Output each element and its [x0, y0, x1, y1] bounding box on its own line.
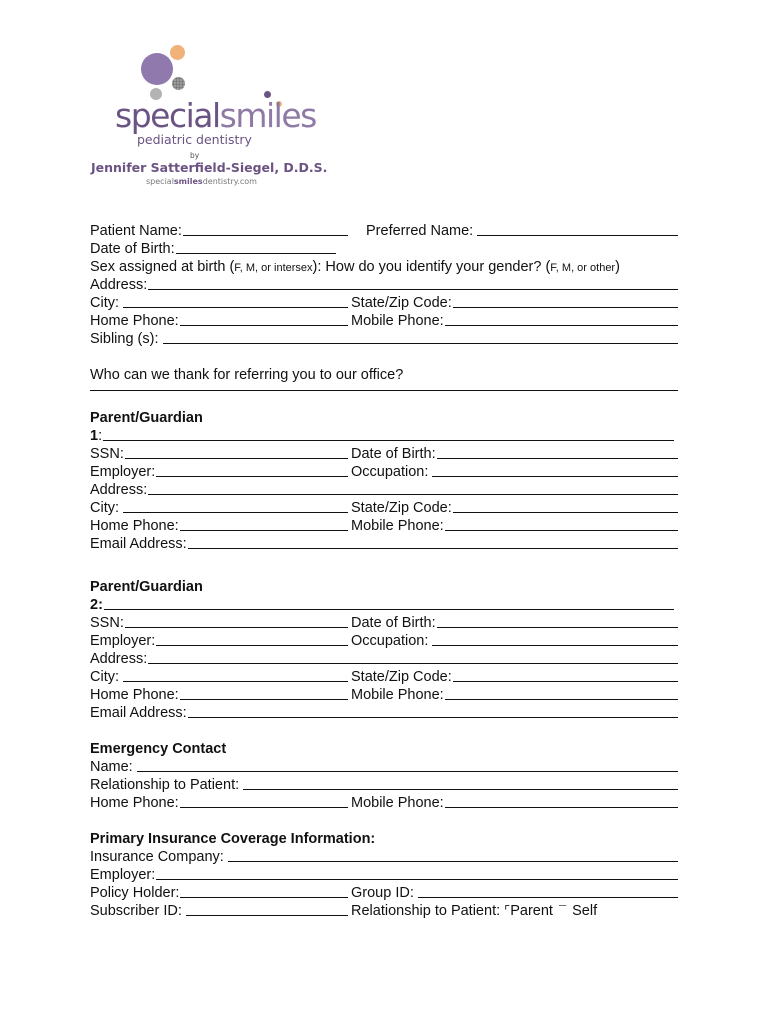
guardian1-address-field[interactable]: [148, 481, 678, 495]
group-id-field[interactable]: [418, 884, 678, 898]
parent-option-label: Parent: [510, 903, 553, 919]
patient-mobile-phone-field[interactable]: [445, 312, 678, 326]
patient-dob-label: Date of Birth:: [90, 241, 175, 257]
logo-dot-speckled: [172, 77, 185, 90]
guardian2-employer-row: [90, 632, 678, 650]
guardian2-address-label: Address:: [90, 651, 148, 667]
guardian2-occupation-field[interactable]: [432, 632, 678, 646]
guardian1-name-row: 1 :: [90, 427, 678, 445]
logo-by: by: [190, 151, 200, 160]
emergency-mobile-phone-label: Mobile Phone:: [351, 795, 444, 811]
subscriber-id-field[interactable]: [186, 902, 348, 916]
patient-mobile-phone-label: Mobile Phone:: [351, 313, 444, 329]
self-checkbox[interactable]: ¯: [558, 903, 567, 918]
guardian2-statezip-field[interactable]: [453, 668, 678, 682]
preferred-name-label: Preferred Name:: [366, 223, 474, 239]
guardian1-home-phone-field[interactable]: [180, 517, 348, 531]
guardian1-email-field[interactable]: [188, 535, 678, 549]
self-option-label: Self: [572, 903, 598, 919]
sibling-field[interactable]: [163, 330, 679, 344]
guardian2-phone-row: [90, 686, 678, 704]
guardian2-home-phone-field[interactable]: [180, 686, 348, 700]
guardian2-city-row: [90, 668, 678, 686]
guardian1-occupation-label: Occupation:: [351, 464, 429, 480]
guardian2-city-label: City:: [90, 669, 119, 685]
patient-city-row: [90, 294, 678, 312]
insurance-company-field[interactable]: [228, 848, 678, 862]
referral-field[interactable]: [90, 384, 678, 391]
guardian1-statezip-field[interactable]: [453, 499, 678, 513]
guardian2-heading: Parent/Guardian: [90, 579, 203, 595]
guardian2-address-field[interactable]: [148, 650, 678, 664]
patient-city-label: City:: [90, 295, 119, 311]
guardian2-city-field[interactable]: [123, 668, 348, 682]
patient-statezip-label: State/Zip Code:: [351, 295, 452, 311]
guardian2-employer-field[interactable]: [156, 632, 348, 646]
guardian1-email-label: Email Address:: [90, 536, 187, 552]
guardian2-ssn-label: SSN:: [90, 615, 124, 631]
logo-dot-orange: [170, 45, 185, 60]
logo-wordmark: specialsmiles: [115, 96, 316, 135]
sibling-label: Sibling (s):: [90, 331, 159, 347]
guardian2-address-row: [90, 650, 678, 668]
emergency-phone-row: [90, 794, 678, 812]
guardian2-ssn-row: [90, 614, 678, 632]
patient-dob-row: [90, 240, 678, 258]
insurance-employer-row: [90, 866, 678, 884]
guardian1-heading: Parent/Guardian: [90, 410, 203, 426]
guardian1-city-label: City:: [90, 500, 119, 516]
policy-holder-field[interactable]: [180, 884, 348, 898]
emergency-relationship-row: [90, 776, 678, 794]
logo-dot-large-purple: [141, 53, 173, 85]
registration-form: [90, 222, 678, 920]
emergency-heading: Emergency Contact: [90, 741, 227, 757]
patient-address-label: Address:: [90, 277, 148, 293]
insurance-policy-row: [90, 884, 678, 902]
guardian1-ssn-field[interactable]: [125, 445, 348, 459]
guardian2-employer-label: Employer:: [90, 633, 156, 649]
patient-sibling-row: [90, 330, 678, 348]
patient-name-row: [90, 222, 678, 240]
guardian1-email-row: [90, 535, 678, 553]
guardian1-address-row: [90, 481, 678, 499]
logo-url: specialsmilesdentistry.com: [146, 177, 257, 186]
sex-assigned-label: Sex assigned at birth (F, M, or intersex):: [90, 259, 322, 275]
parent-checkbox[interactable]: ⌜: [504, 903, 511, 918]
guardian1-address-label: Address:: [90, 482, 148, 498]
subscriber-id-label: Subscriber ID:: [90, 903, 182, 919]
guardian1-employer-label: Employer:: [90, 464, 156, 480]
guardian1-city-row: [90, 499, 678, 517]
guardian1-name-field[interactable]: [103, 427, 674, 441]
guardian2-name-field[interactable]: [104, 596, 674, 610]
guardian1-employer-field[interactable]: [156, 463, 348, 477]
patient-phone-row: [90, 312, 678, 330]
insurance-subscriber-row: [90, 902, 678, 920]
patient-home-phone-label: Home Phone:: [90, 313, 179, 329]
guardian1-employer-row: [90, 463, 678, 481]
emergency-home-phone-field[interactable]: [180, 794, 348, 808]
insurance-relationship-label: Relationship to Patient:: [351, 903, 501, 919]
patient-name-label: Patient Name:: [90, 223, 182, 239]
guardian2-statezip-label: State/Zip Code:: [351, 669, 452, 685]
guardian2-email-label: Email Address:: [90, 705, 187, 721]
patient-dob-field[interactable]: [176, 240, 336, 254]
guardian2-occupation-label: Occupation:: [351, 633, 429, 649]
referral-question: Who can we thank for referring you to our office?: [90, 367, 404, 383]
emergency-home-phone-label: Home Phone:: [90, 795, 179, 811]
guardian2-mobile-phone-label: Mobile Phone:: [351, 687, 444, 703]
guardian2-dob-field[interactable]: [437, 614, 678, 628]
guardian2-dob-label: Date of Birth:: [351, 615, 436, 631]
guardian2-home-phone-label: Home Phone:: [90, 687, 179, 703]
patient-sex-gender-row: [90, 258, 678, 276]
guardian2-number: 2:: [90, 597, 103, 613]
guardian1-occupation-field[interactable]: [432, 463, 678, 477]
guardian2-email-field[interactable]: [188, 704, 678, 718]
insurance-company-label: Insurance Company:: [90, 849, 224, 865]
guardian1-ssn-row: [90, 445, 678, 463]
guardian1-ssn-label: SSN:: [90, 446, 124, 462]
guardian2-name-row: [90, 596, 678, 614]
patient-statezip-field[interactable]: [453, 294, 678, 308]
emergency-name-label: Name:: [90, 759, 133, 775]
patient-home-phone-field[interactable]: [180, 312, 348, 326]
guardian2-email-row: [90, 704, 678, 722]
guardian1-mobile-phone-field[interactable]: [445, 517, 678, 531]
guardian1-mobile-phone-label: Mobile Phone:: [351, 518, 444, 534]
patient-address-field[interactable]: [148, 276, 678, 290]
emergency-name-row: [90, 758, 678, 776]
group-id-label: Group ID:: [351, 885, 414, 901]
guardian2-mobile-phone-field[interactable]: [445, 686, 678, 700]
guardian1-home-phone-label: Home Phone:: [90, 518, 179, 534]
logo-doctor-name: Jennifer Satterfield-Siegel, D.D.S.: [91, 160, 328, 175]
emergency-name-field[interactable]: [137, 758, 678, 772]
guardian1-dob-label: Date of Birth:: [351, 446, 436, 462]
guardian1-city-field[interactable]: [123, 499, 348, 513]
emergency-relationship-label: Relationship to Patient:: [90, 777, 240, 793]
gender-identity-label: How do you identify your gender? (F, M, or other): [321, 259, 620, 275]
insurance-heading: Primary Insurance Coverage Information:: [90, 831, 376, 847]
guardian1-dob-field[interactable]: [437, 445, 678, 459]
preferred-name-field[interactable]: [477, 222, 678, 236]
insurance-employer-label: Employer:: [90, 867, 156, 883]
patient-city-field[interactable]: [123, 294, 348, 308]
emergency-relationship-field[interactable]: [243, 776, 678, 790]
patient-address-row: [90, 276, 678, 294]
logo-tagline: pediatric dentistry: [137, 132, 252, 147]
insurance-employer-field[interactable]: [156, 866, 678, 880]
emergency-mobile-phone-field[interactable]: [445, 794, 678, 808]
patient-name-field[interactable]: [183, 222, 348, 236]
guardian1-number: 1: [90, 428, 99, 444]
guardian1-statezip-label: State/Zip Code:: [351, 500, 452, 516]
practice-logo: [0, 0, 400, 200]
policy-holder-label: Policy Holder:: [90, 885, 180, 901]
insurance-company-row: [90, 848, 678, 866]
guardian2-ssn-field[interactable]: [125, 614, 348, 628]
guardian1-phone-row: [90, 517, 678, 535]
